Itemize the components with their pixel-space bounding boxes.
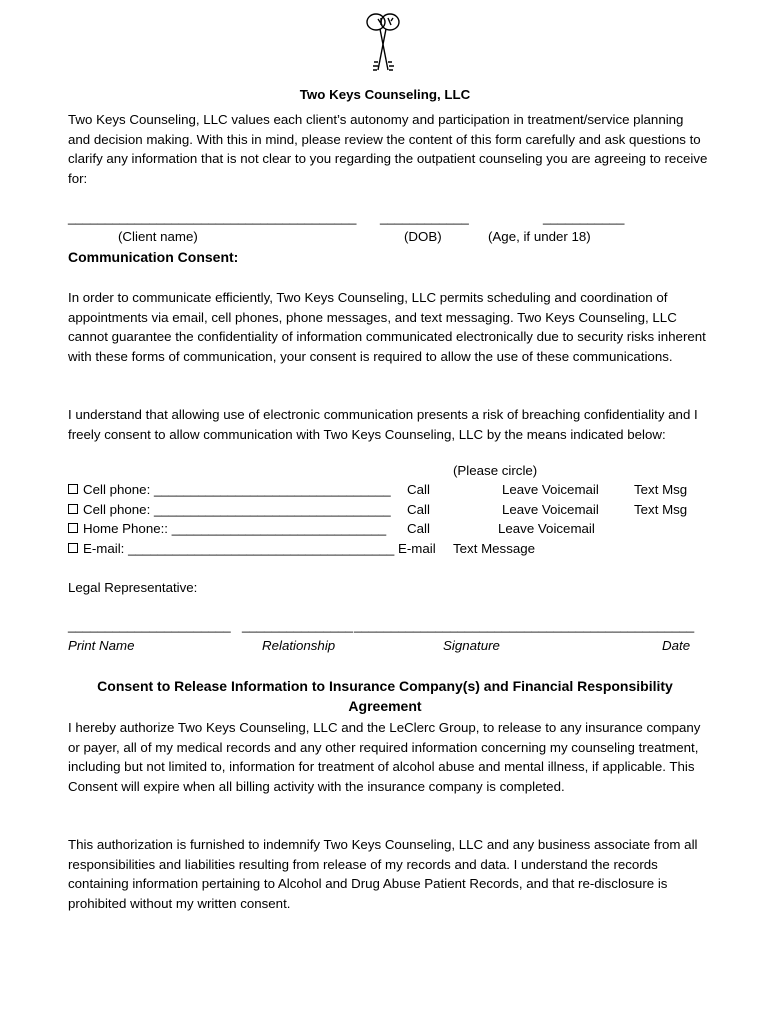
email-option[interactable]: E-mail [398, 541, 436, 556]
print-name-blank[interactable]: ______________________ [68, 618, 231, 633]
date-blank[interactable]: ________ [635, 618, 695, 633]
legal-representative-label: Legal Representative: [68, 580, 198, 595]
checkbox[interactable] [68, 484, 78, 494]
text-option[interactable]: Text Msg [634, 482, 688, 497]
checkbox[interactable] [68, 543, 78, 553]
call-option[interactable]: Call [407, 521, 430, 536]
communication-paragraph-1: In order to communicate efficiently, Two Keys Counseling, LLC permits scheduling and coordination of appointments via email, cell phones, phone messages, and text messaging. Two Keys Counseling, LLC cannot guarantee the confidentiality of information communicated electronically due to security risks inherent with these forms of communication, your consent is required to allow the use of these communications. [68, 290, 706, 364]
two-keys-logo-icon [358, 10, 408, 82]
signature-blank[interactable]: ______________________________________ [354, 618, 636, 633]
voicemail-option[interactable]: Leave Voicemail [498, 521, 595, 536]
voicemail-option[interactable]: Leave Voicemail [502, 502, 599, 517]
client-name-label: (Client name) [118, 229, 198, 244]
client-name-blank[interactable]: _______________________________________ [68, 210, 357, 225]
checkbox[interactable] [68, 504, 78, 514]
voicemail-option[interactable]: Leave Voicemail [502, 482, 599, 497]
insurance-heading-cont: Agreement [348, 698, 422, 714]
cell-phone-2-field[interactable]: Cell phone: ________________________________ [68, 502, 391, 517]
communication-paragraph-2: I understand that allowing use of electronic communication presents a risk of breaching confidentiality and I freely consent to allow communication with Two Keys Counseling, LLC by the means indicated below: [68, 407, 698, 442]
call-option[interactable]: Call [407, 502, 430, 517]
date-label: Date [662, 638, 691, 653]
insurance-heading: Consent to Release Information to Insurance Company(s) and Financial Responsibility [97, 678, 673, 694]
text-option[interactable]: Text Msg [634, 502, 688, 517]
age-label: (Age, if under 18) [488, 229, 591, 244]
call-option[interactable]: Call [407, 482, 430, 497]
insurance-paragraph-2: This authorization is furnished to indemnify Two Keys Counseling, LLC and any business associate from all responsibilities and liabilities resulting from release of my records and data. I understand the records containing information pertaining to Alcohol and Drug Abuse Patient Records, and that re-disclosure is prohibited without my written consent. [68, 837, 698, 911]
communication-heading: Communication Consent: [68, 249, 239, 265]
checkbox[interactable] [68, 523, 78, 533]
email-field[interactable]: E-mail: ____________________________________ [68, 541, 394, 556]
cell-phone-1-field[interactable]: Cell phone: ________________________________ [68, 482, 391, 497]
home-phone-field[interactable]: Home Phone:: _____________________________ [68, 521, 386, 536]
page-title: Two Keys Counseling, LLC [299, 87, 471, 102]
dob-blank[interactable]: ____________ [380, 210, 469, 225]
insurance-paragraph-1: I hereby authorize Two Keys Counseling, LLC and the LeClerc Group, to release to any insurance company or payer, all of my medical records and any other required information concerning my counseling treatment, including but not limited to, information for treatment of alcohol abuse and mental illness, if applicable. This Consent will expire when all billing activity with the insurance company is completed. [68, 720, 701, 794]
print-name-label: Print Name [68, 638, 135, 653]
relationship-blank[interactable]: _______________ [242, 618, 353, 633]
age-blank[interactable]: ___________ [543, 210, 625, 225]
signature-label: Signature [443, 638, 500, 653]
intro-paragraph: Two Keys Counseling, LLC values each client’s autonomy and participation in treatment/service planning and decision making. With this in mind, please review the content of this form carefully and ask questions to clarify any information that is not clear to you regarding the outpatient counseling you are agreeing to receive for: [68, 112, 708, 186]
relationship-label: Relationship [262, 638, 336, 653]
please-circle-note: (Please circle) [453, 463, 538, 478]
dob-label: (DOB) [404, 229, 442, 244]
text-message-option[interactable]: Text Message [453, 541, 536, 556]
